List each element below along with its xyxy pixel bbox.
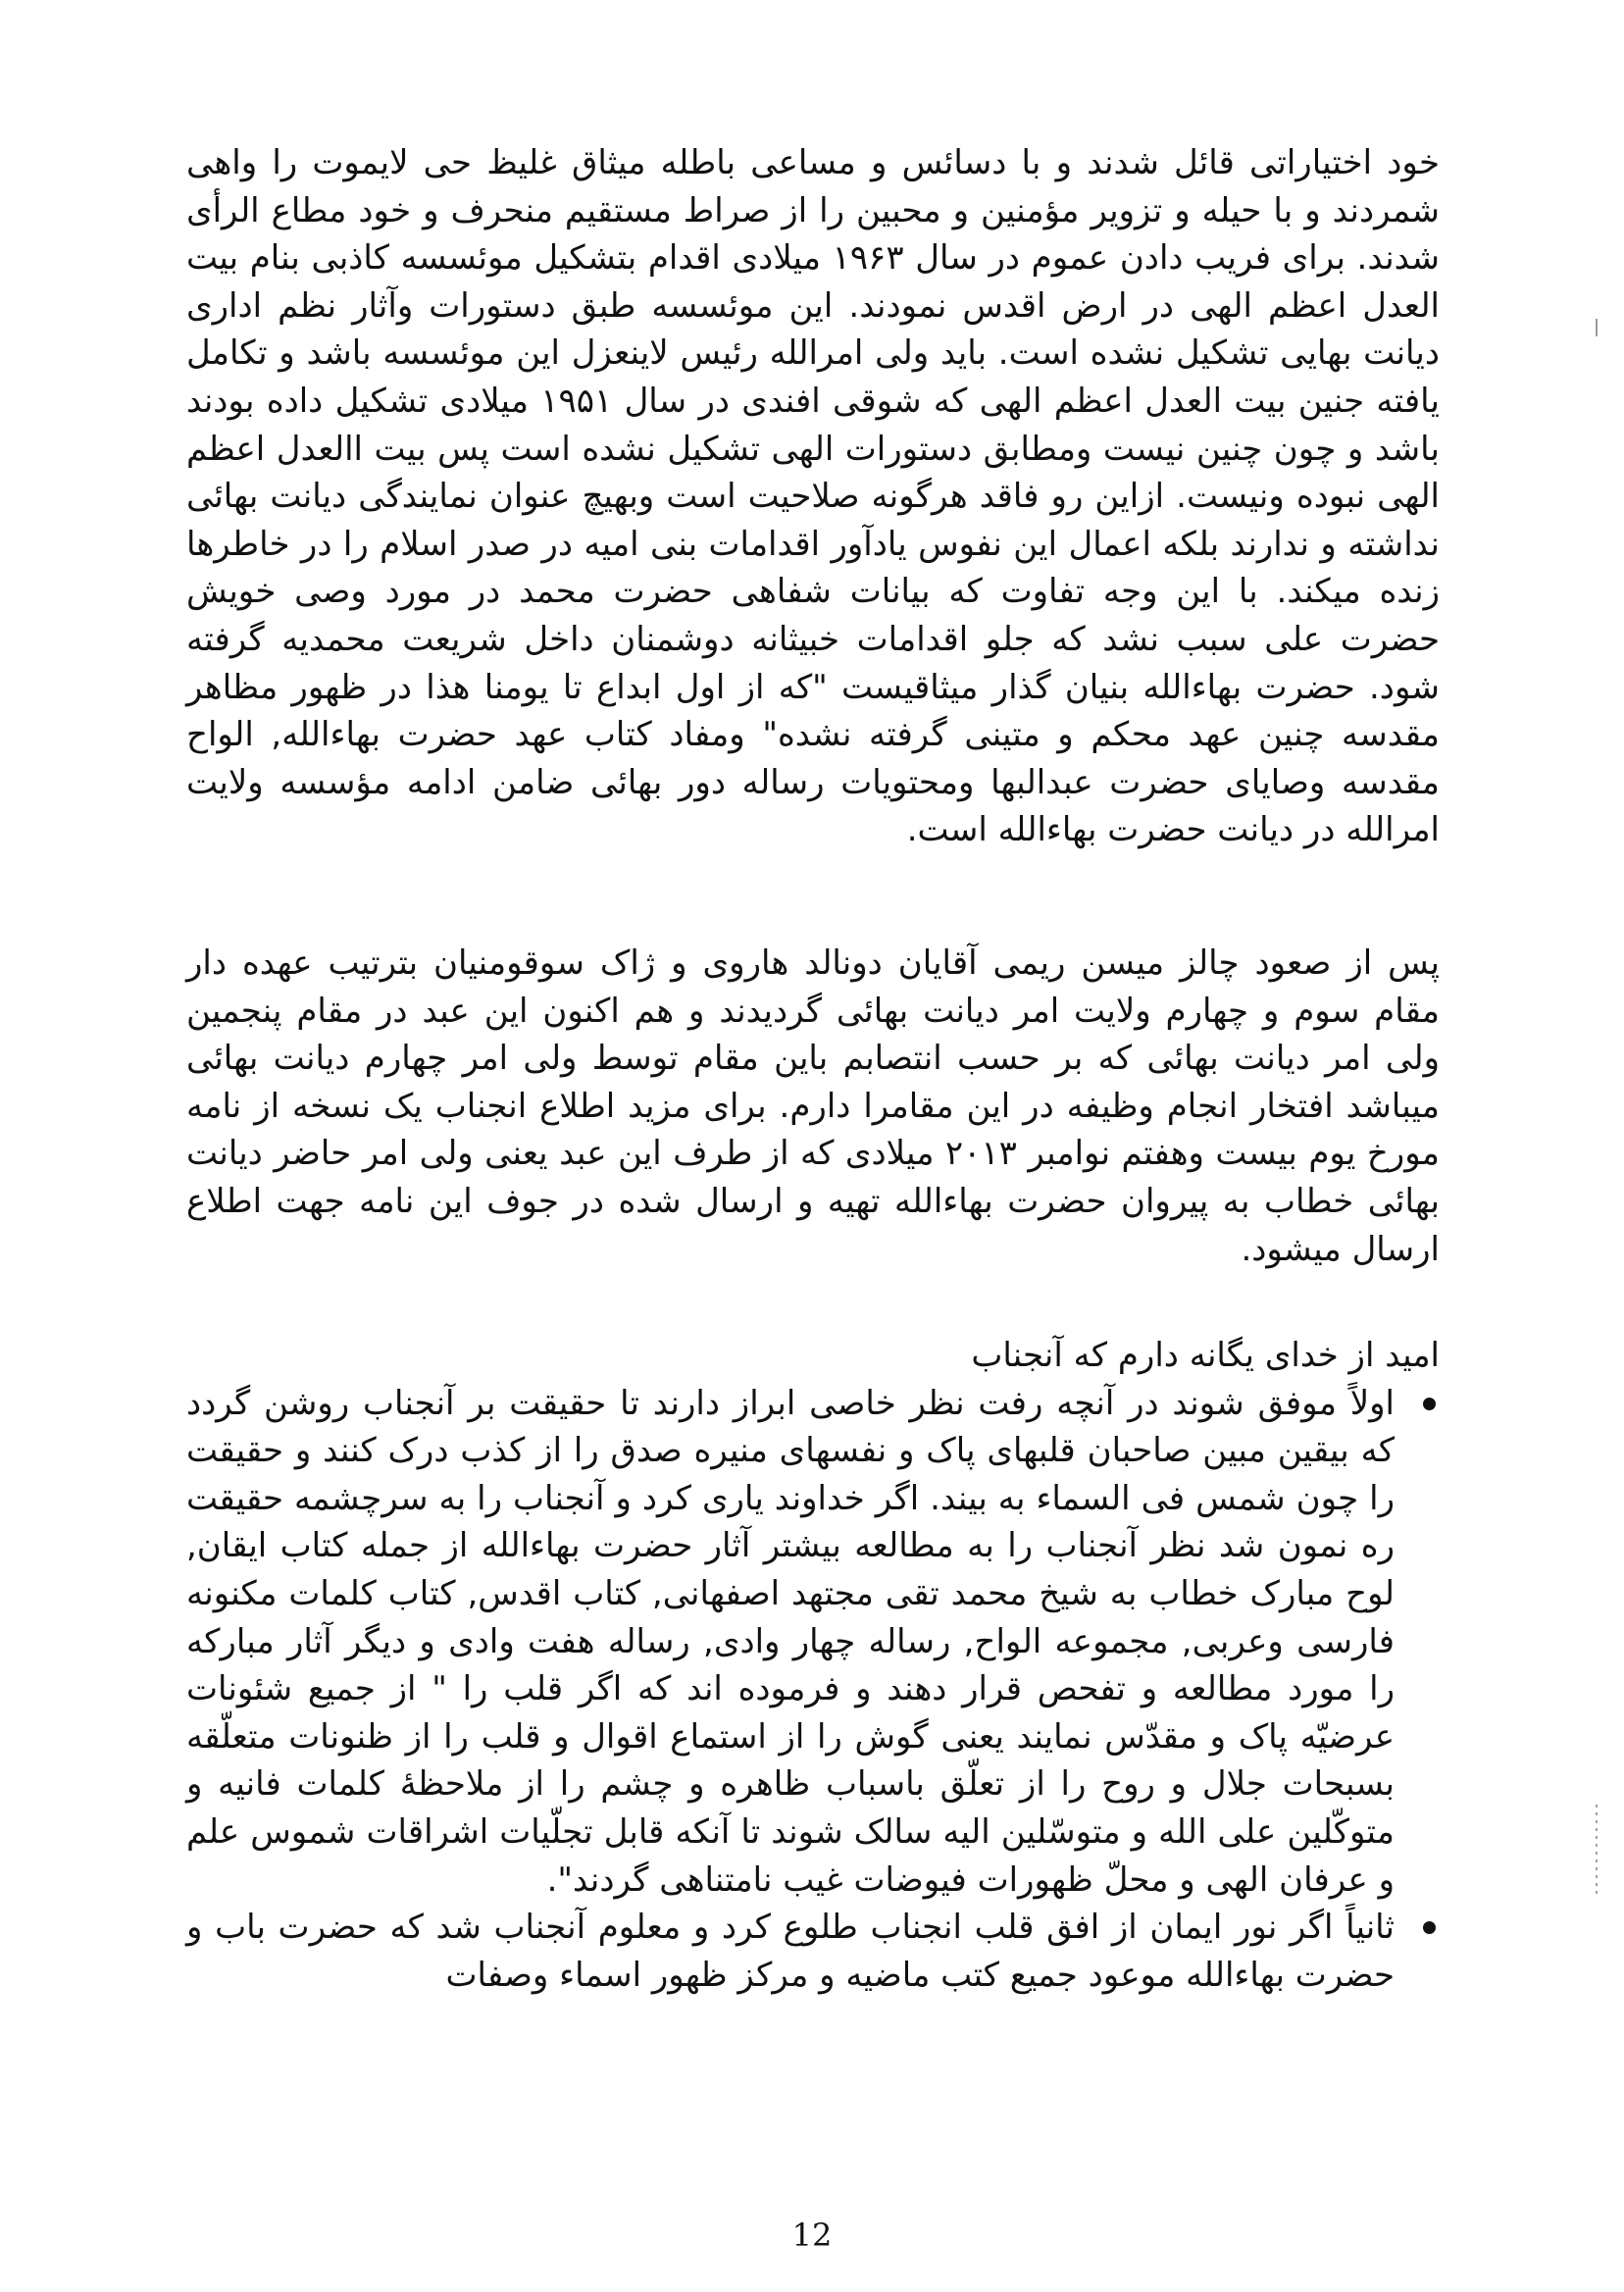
paragraph-1: خود اختیاراتی قائل شدند و با دسائس و مساعی باطله میثاق غلیظ حی لایموت را واهی شمردند و با حیله و تزویر مؤمنین و محبین را از صراط مستقیم منحرف و خود مطاع الرأی شدند. برای فریب دادن عموم در سال ۱۹۶۳ میلادی اقدام بتشکیل موئسسه کاذبی بنام بیت العدل اعظم الهی در ارض اقدس نمودند. این موئسسه طبق دستورات وآثار نظم اداری دیانت بهایی تشکیل نشده است. باید ولی امرالله رئیس لاینعزل این موئسسه باشد و تکامل یافته جنین بیت العدل اعظم الهی که شوقی افندی در سال ۱۹۵۱ میلادی تشکیل داده بودند باشد و چون چنین نیست ومطابق دستورات الهی تشکیل نشده است پس بیت االعدل اعظم الهی نبوده ونیست. ازاین رو فاقد هرگونه صلاحیت است وبهیچ عنوان نمایندگی دیانت بهائی نداشته و ندارند بلکه اعمال این نفوس یادآور اقدامات بنی امیه در صدر اسلام را در خاطرها زنده میکند. با این وجه تفاوت که بیانات شفاهی حضرت محمد در مورد وصی خویش حضرت علی سبب نشد که جلو اقدامات خبیثانه دوشمنان داخل شریعت محمدیه گرفته شود. حضرت بهاءالله بنیان گذار میثاقیست "که از اول ابداع تا یومنا هذا در ظهور مظاهر مقدسه چنین عهد محکم و متینی گرفته نشده" ومفاد کتاب عهد حضرت بهاءالله, الواح مقدسه وصایای حضرت عبدالبها ومحتویات رساله دور بهائی ضامن ادامه مؤسسه ولایت امرالله در دیانت حضرت بهاءالله است. bbox=[186, 143, 1440, 850]
paragraph-3 bbox=[186, 1332, 1440, 1999]
list-item-text: ثانیاً اگر نور ایمان از افق قلب انجناب طلوع کرد و معلوم آنجناب شد که حضرت باب و حضرت بهاءالله موعود جمیع کتب ماضیه و مرکز ظهور اسماء وصفات bbox=[186, 1908, 1395, 1995]
list-item-text: اولاً موفق شوند در آنچه رفت نظر خاصی ابراز دارند تا حقیقت بر آنجناب روشن گردد که بیقین مبین صاحبان قلبهای پاک و نفسهای منیره صدق را از کذب درک کنند و حقیقت را چون شمس فی السماء به بیند. اگر خداوند یاری کرد و آنجناب را به سرچشمه حقیقت ره نمون شد نظر آنجناب را به مطالعه بیشتر آثار حضرت بهاءالله از جمله کتاب ایقان, لوح مبارک خطاب به شیخ محمد تقی مجتهد اصفهانی, کتاب اقدس, کتاب کلمات مکنونه فارسی وعربی, مجموعه الواح, رساله چهار وادی, رساله هفت وادی و دیگر آثار مبارکه را مورد مطالعه و تفحص قرار دهند و فرموده اند که اگر قلب را " از جمیع شئونات عرضیّه پاک و مقدّس نمایند یعنی گوش را از استماع اقوال و قلب را از ظنونات متعلّقه بسبحات جلال و روح را از تعلّق باسباب ظاهره و چشم را از ملاحظهٔ کلمات فانیه و متوکّلین علی الله و متوسّلین الیه سالک شوند تا آنکه قابل تجلّیات اشراقات شموس علم و عرفان الهی و محلّ ظهورات فیوضات غیب نامتناهی گردند". bbox=[186, 1383, 1395, 1900]
margin-mark bbox=[1596, 1805, 1598, 1895]
paragraph-2: پس از صعود چالز میسن ریمی آقایان دونالد هاروی و ژاک سوقومنیان بترتیب عهده دار مقام سوم و چهارم ولایت امر دیانت بهائی گردیدند و هم اکنون این عبد در مقام پنجمین ولی امر دیانت بهائی که بر حسب انتصابم باین مقام توسط ولی امر چهارم دیانت بهائی میباشد افتخار انجام وظیفه در این مقامرا دارم. برای مزید اطلاع انجناب یک نسخه از نامه مورخ یوم بیست وهفتم نوامبر ۲۰۱۳ میلادی که از طرف این عبد یعنی ولی امر حاضر دیانت بهائی خطاب به پیروان حضرت بهاءالله تهیه و ارسال شده در جوف این نامه جهت اطلاع ارسال میشود. bbox=[186, 943, 1440, 1269]
bullet-dot-icon bbox=[1423, 1398, 1436, 1410]
margin-mark bbox=[1596, 319, 1598, 336]
list-item bbox=[186, 1904, 1440, 1999]
bullet-dot-icon bbox=[1423, 1921, 1436, 1934]
page-number: 12 bbox=[791, 2216, 833, 2254]
paragraph-3-intro: امید از خدای یگانه دارم که آنجناب bbox=[971, 1336, 1440, 1375]
list-item bbox=[186, 1380, 1440, 1905]
bullet-list bbox=[186, 1380, 1440, 2000]
